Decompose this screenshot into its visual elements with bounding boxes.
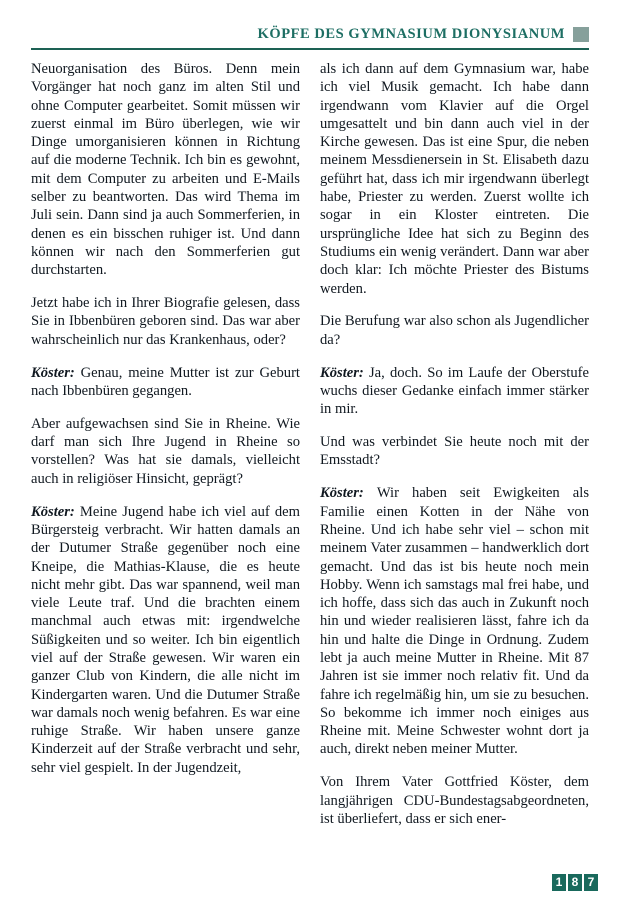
paragraph xyxy=(31,60,300,280)
paragraph xyxy=(31,364,300,401)
paragraph xyxy=(320,60,589,298)
running-head xyxy=(31,22,589,46)
page-number-digit: 7 xyxy=(584,874,598,891)
page-number-digit: 1 xyxy=(552,874,566,891)
paragraph-text: Die Berufung war also schon als Jugendlicher da? xyxy=(320,313,589,348)
running-head-title: KÖPFE DES GYMNASIUM DIONYSIANUM xyxy=(257,25,565,42)
body-columns xyxy=(31,60,589,860)
paragraph-text: Ja, doch. So im Laufe der Oberstufe wuchs dieser Gedanke einfach immer stärker in mir. xyxy=(320,364,589,418)
speaker-label: Köster: xyxy=(31,364,81,381)
paragraph-text: Meine Jugend habe ich viel auf dem Bürgersteig verbracht. Wir hatten damals an der Dutumer Straße gegenüber noch eine Kneipe, die Mathias-Klause, die es heute nicht mehr gibt. Das war spannend, weil man viele Leute traf. Und die brachten einem manchmal auch etwas mit: irgendwelche Süßigkeiten und so weiter. Ich bin eigentlich viel auf der Straße gewesen. Wir waren ein ganzer Club von Kindern, die alle nicht im Kindergarten waren. Und die Dutumer Straße war damals noch wenig befahren. Es war eine ruhige Straße. Wir haben unsere ganze Kinderzeit auf der Straße verbracht und sehr, sehr viel gespielt. In der Jugendzeit, xyxy=(31,503,300,776)
paragraph xyxy=(31,415,300,488)
paragraph-text: Neuorganisation des Büros. Denn mein Vorgänger hat noch ganz im alten Stil und ohne Computer gearbeitet. Somit müssen wir zuerst einmal im Büro überlegen, wie wir Dinge umorganisieren können in Richtung auf die moderne Technik. Ich bin es gewohnt, mit dem Computer zu arbeiten und E-Mails selber zu beantworten. Das wird Thema im Juli sein. Dann sind ja auch Sommerferien, in denen es ein bisschen ruhiger ist. Und dann können wir nach den Sommerferien gut durchstarten. xyxy=(31,61,300,279)
paragraph-text: als ich dann auf dem Gymnasium war, habe ich viel Musik gemacht. Ich habe dann irgendwann vom Klavier auf die Orgel umgesattelt und bin dann auch viel in der Kirche gewesen. Das ist eine Spur, die neben meinem Messdienersein in St. Elisabeth dazu geführt hat, dass ich mir irgendwann überlegt habe, Priester zu werden. Zuerst wollte ich sogar in ein Kloster eintreten. Die ursprüngliche Idee hat sich zu Beginn des Studiums ein wenig verändert. Dann war aber doch klar: Ich möchte Priester des Bistums werden. xyxy=(320,61,589,297)
page-number-folio xyxy=(552,874,598,891)
paragraph xyxy=(31,503,300,777)
header-divider-rule xyxy=(31,48,589,50)
running-head-square-marker xyxy=(573,27,589,42)
page-number-digit: 8 xyxy=(568,874,582,891)
paragraph xyxy=(31,294,300,349)
paragraph-text: Genau, meine Mutter ist zur Geburt nach Ibbenbüren gegangen. xyxy=(31,364,300,399)
paragraph xyxy=(320,312,589,349)
paragraph-text: Von Ihrem Vater Gottfried Köster, dem langjährigen CDU-Bundestagsabgeordneten, ist überliefert, dass er sich ener- xyxy=(320,774,589,827)
speaker-label: Köster: xyxy=(320,485,377,502)
paragraph xyxy=(320,364,589,419)
paragraph xyxy=(320,484,589,758)
column-left xyxy=(31,60,300,777)
paragraph-text: Wir haben seit Ewigkeiten als Familie einen Kotten in der Nähe von Rheine. Und ich habe sehr viel – schon mit meinem Vater zusammen – handwerklich dort gemacht. Und das ist bis heute noch mein Hobby. Wenn ich samstags mal frei habe, und ich hoffe, dass sich das auch in Zukunft noch hin und wieder realisieren lässt, fahre ich da hin und halte die Dinge in Ordnung. Zudem lebt ja auch meine Mutter in Rheine. Mit 87 Jahren ist sie immer noch relativ fit. Und da fahre ich regelmäßig hin, um sie zu besuchen. So bekomme ich immer noch einiges aus Rheine mit. Meine Schwester wohnt dort ja auch, direkt neben meiner Mutter. xyxy=(320,485,590,758)
speaker-label: Köster: xyxy=(320,364,369,381)
paragraph-text: Und was verbindet Sie heute noch mit der Emsstadt? xyxy=(320,434,589,469)
paragraph xyxy=(320,773,589,828)
column-right xyxy=(320,60,589,828)
paragraph xyxy=(320,433,589,470)
paragraph-text: Jetzt habe ich in Ihrer Biografie gelesen, dass Sie in Ibbenbüren geboren sind. Das war aber wahrscheinlich nur das Krankenhaus, oder? xyxy=(31,295,300,348)
speaker-label: Köster: xyxy=(31,503,80,520)
paragraph-text: Aber aufgewachsen sind Sie in Rheine. Wie darf man sich Ihre Jugend in Rheine so vorstellen? Was hat sie damals, vielleicht auch in religiöser Hinsicht, geprägt? xyxy=(31,415,300,487)
